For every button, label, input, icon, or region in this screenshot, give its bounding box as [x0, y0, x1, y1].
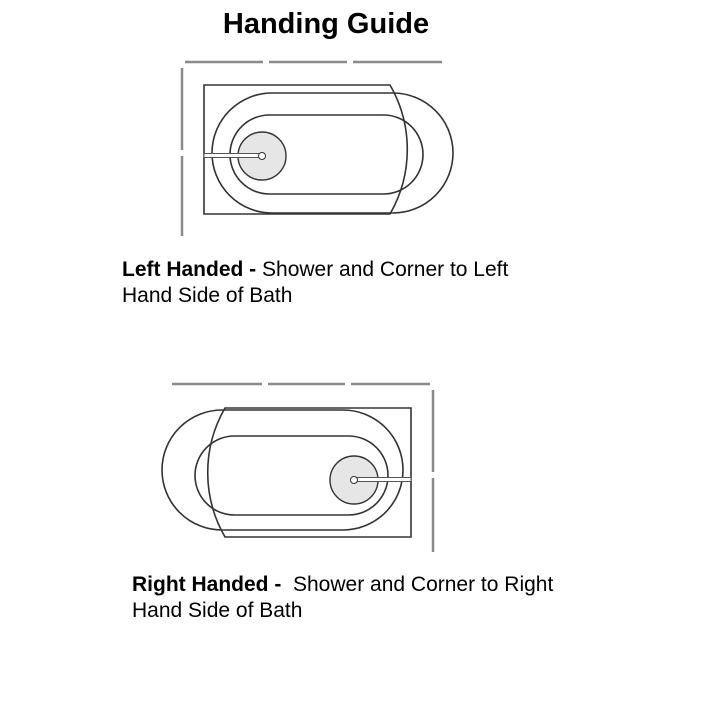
- left-handed-diagram: [182, 62, 453, 236]
- left-plug-hole: [259, 153, 266, 160]
- left-handed-caption: [122, 257, 562, 309]
- right-handed-description: Shower and Corner to Right Hand Side of Bath: [132, 573, 554, 622]
- page-title: Handing Guide: [222, 8, 430, 40]
- right-plug-hole: [351, 477, 358, 484]
- left-shower-bar: [204, 154, 262, 158]
- right-handed-label: Right Handed -: [132, 573, 282, 596]
- right-handed-diagram: [162, 384, 433, 552]
- left-handed-description: Shower and Corner to Left Hand Side of Bath: [122, 258, 509, 307]
- left-handed-label: Left Handed -: [122, 258, 257, 281]
- right-shower-bar: [354, 478, 411, 482]
- right-handed-caption: [132, 572, 572, 624]
